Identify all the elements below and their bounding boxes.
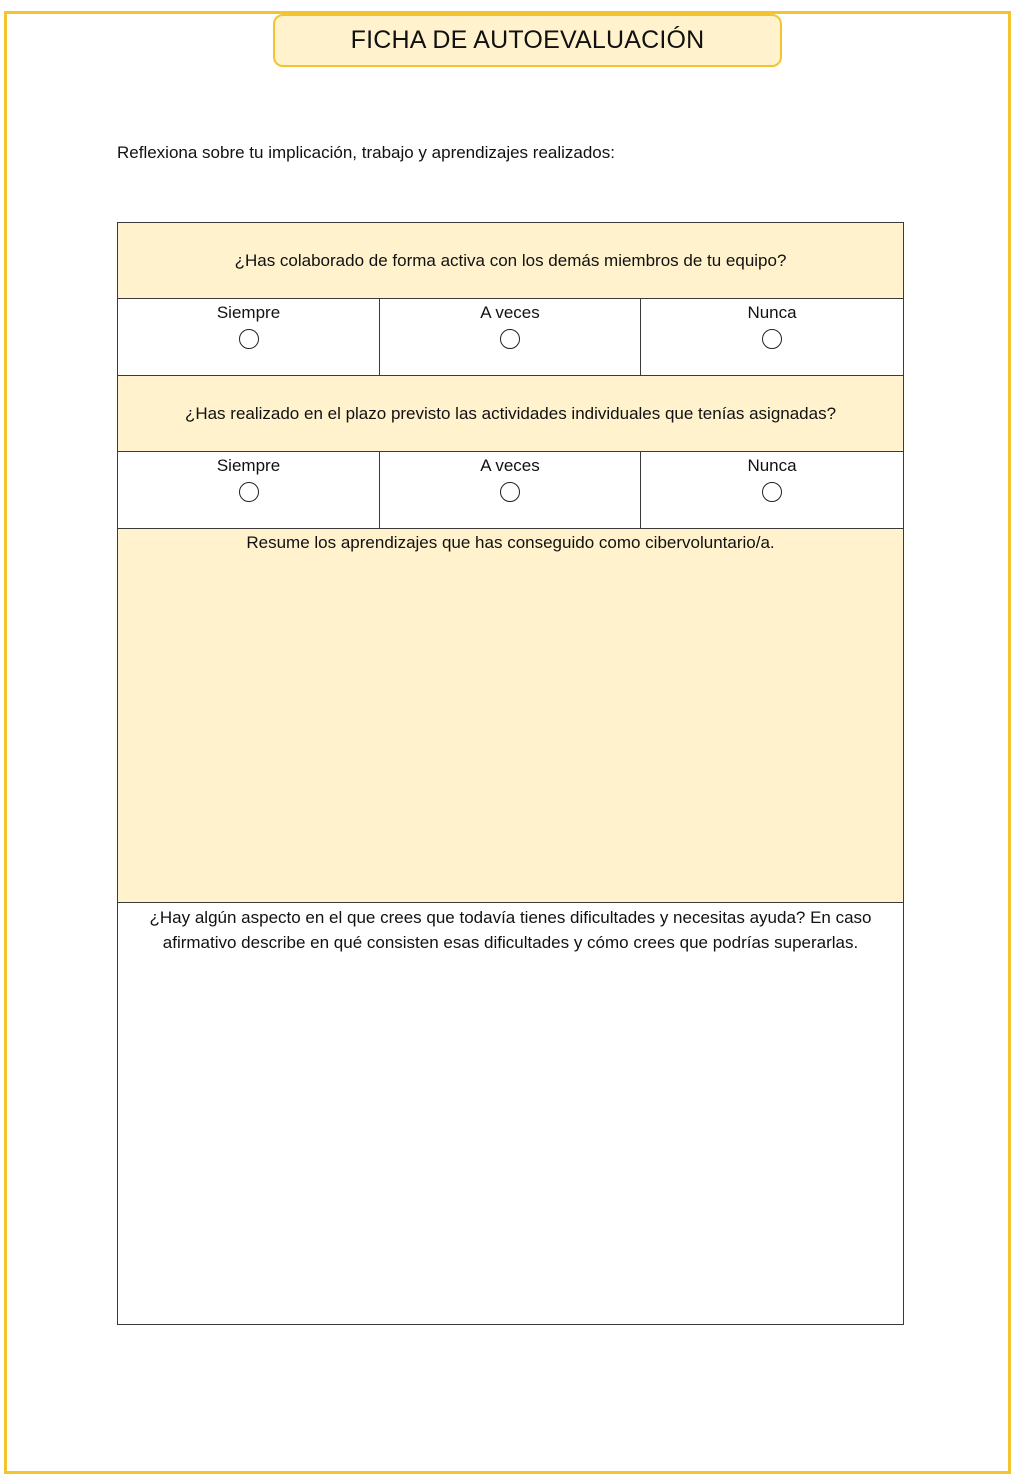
radio-button[interactable] (762, 329, 782, 349)
difficulty-prompt: ¿Hay algún aspecto en el que crees que todavía tienes dificultades y necesitas ayuda? En caso afirmativo describe en qué consisten esas dificultades y cómo crees que podrías superarlas. (149, 908, 872, 952)
q1-option-siempre[interactable] (118, 299, 380, 376)
option-label: Nunca (747, 303, 797, 322)
q2-option-siempre[interactable] (118, 452, 380, 529)
summary-answer-area[interactable] (118, 529, 904, 903)
title-text: FICHA DE AUTOEVALUACIÓN (350, 26, 705, 54)
radio-button[interactable] (500, 482, 520, 502)
summary-prompt: Resume los aprendizajes que has conseguido como cibervoluntario/a. (246, 533, 775, 552)
option-label: A veces (480, 303, 540, 322)
option-label: Nunca (747, 456, 797, 475)
difficulty-answer-area[interactable] (118, 903, 904, 1325)
radio-button[interactable] (239, 482, 259, 502)
q2-option-a-veces[interactable] (380, 452, 641, 529)
radio-button[interactable] (239, 329, 259, 349)
page-title (273, 14, 782, 67)
radio-button[interactable] (762, 482, 782, 502)
option-label: A veces (480, 456, 540, 475)
option-label: Siempre (216, 303, 281, 322)
radio-button[interactable] (500, 329, 520, 349)
evaluation-form (117, 222, 904, 1325)
question-2: ¿Has realizado en el plazo previsto las actividades individuales que tenías asignadas? (118, 376, 904, 452)
question-1: ¿Has colaborado de forma activa con los demás miembros de tu equipo? (118, 223, 904, 299)
q2-option-nunca[interactable] (641, 452, 904, 529)
q1-option-a-veces[interactable] (380, 299, 641, 376)
q1-option-nunca[interactable] (641, 299, 904, 376)
option-label: Siempre (216, 456, 281, 475)
intro-text: Reflexiona sobre tu implicación, trabajo y aprendizajes realizados: (117, 143, 615, 162)
